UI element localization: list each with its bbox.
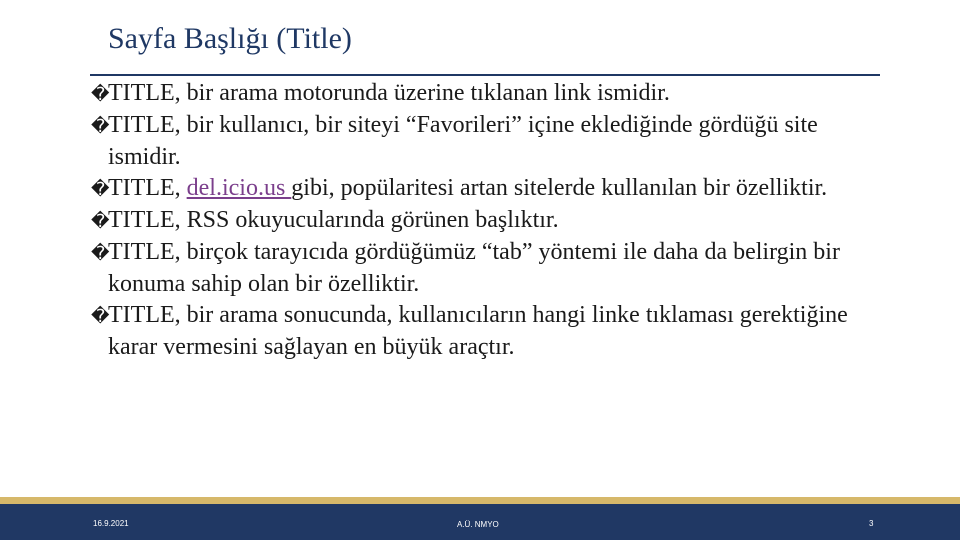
bullet-icon: �: [91, 306, 110, 327]
bullet-icon: �: [91, 211, 110, 232]
slide-title: Sayfa Başlığı (Title): [108, 22, 352, 55]
bullet-text: TITLE, bir kullanıcı, bir siteyi “Favorileri” içine eklediğinde gördüğü site ismidir.: [108, 112, 818, 170]
delicious-link[interactable]: del.icio.us: [186, 175, 292, 201]
bullet-item-3: [91, 173, 891, 205]
footer-date: 16.9.2021: [93, 519, 129, 528]
footer-institution: A.Ü. NMYO: [457, 520, 499, 529]
bullet-text-after-link: gibi, popülaritesi artan sitelerde kullanılan bir özelliktir.: [291, 175, 828, 201]
bullet-icon: �: [91, 84, 110, 105]
bullet-text: TITLE, birçok tarayıcıda gördüğümüz “tab” yöntemi ile daha da belirgin bir konuma sahip olan bir özelliktir.: [108, 239, 840, 297]
bullet-item-2: [91, 110, 891, 173]
footer-bar: [0, 504, 960, 540]
bullet-item-6: [91, 300, 891, 363]
slide-content: [91, 78, 891, 363]
bullet-text: TITLE, bir arama motorunda üzerine tıklanan link ismidir.: [108, 80, 670, 106]
page-number: 3: [869, 519, 874, 528]
footer-accent-stripe: [0, 497, 960, 504]
bullet-icon: �: [91, 116, 110, 137]
bullet-text-before-link: TITLE,: [108, 175, 187, 201]
bullet-item-1: [91, 78, 891, 110]
title-underline: [90, 74, 880, 76]
bullet-icon: �: [91, 179, 110, 200]
bullet-item-5: [91, 237, 891, 300]
bullet-icon: �: [91, 243, 110, 264]
bullet-text: TITLE, bir arama sonucunda, kullanıcıların hangi linke tıklaması gerektiğine karar vermesini sağlayan en büyük araçtır.: [108, 302, 848, 360]
bullet-text: TITLE, RSS okuyucularında görünen başlıktır.: [108, 207, 559, 233]
bullet-item-4: [91, 205, 891, 237]
